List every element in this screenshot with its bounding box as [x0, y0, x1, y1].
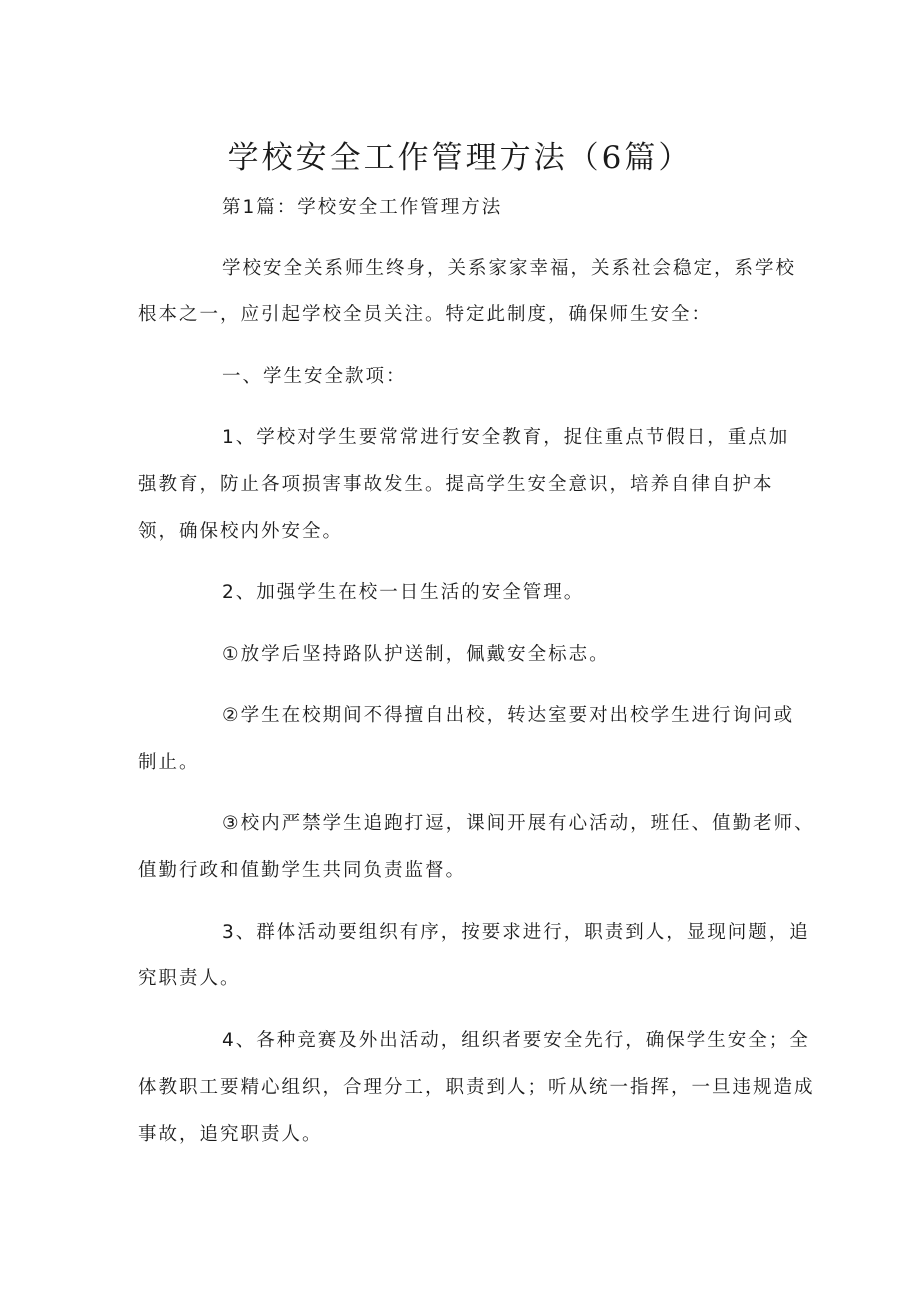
paragraph-line: ②学生在校期间不得擅自出校，转达室要对出校学生进行询问或 — [222, 705, 795, 726]
document-title: 学校安全工作管理方法（6篇） — [227, 139, 693, 176]
paragraph-line: 强教育，防止各项损害事故发生。提高学生安全意识，培养自律自护本 — [138, 474, 774, 495]
paragraph-line: ①放学后坚持路队护送制，佩戴安全标志。 — [222, 644, 610, 665]
paragraph-line: ③校内严禁学生追跑打逗，课间开展有心活动，班任、值勤老师、 — [222, 813, 815, 834]
section-heading: 第1篇：学校安全工作管理方法 — [222, 197, 503, 218]
paragraph-line: 3、群体活动要组织有序，按要求进行，职责到人，显现问题，追 — [222, 922, 810, 943]
paragraph-line: 根本之一，应引起学校全员关注。特定此制度，确保师生安全： — [138, 304, 713, 325]
paragraph-line: 2、加强学生在校一日生活的安全管理。 — [222, 582, 585, 603]
paragraph-line: 事故，追究职责人。 — [138, 1124, 323, 1145]
paragraph-line: 学校安全关系师生终身，关系家家幸福，关系社会稳定，系学校 — [222, 258, 797, 279]
paragraph-line: 体教职工要精心组织，合理分工，职责到人；听从统一指挥，一旦违规造成 — [138, 1077, 815, 1098]
paragraph-line: 4、各种竞赛及外出活动，组织者要安全先行，确保学生安全；全 — [222, 1030, 810, 1051]
paragraph-line: 1、学校对学生要常常进行安全教育，捉住重点节假日，重点加 — [222, 427, 790, 448]
paragraph-line: 值勤行政和值勤学生共同负责监督。 — [138, 860, 467, 881]
paragraph-line: 制止。 — [138, 752, 200, 773]
paragraph-line: 究职责人。 — [138, 968, 241, 989]
subsection-heading: 一、学生安全款项： — [222, 366, 407, 387]
paragraph-line: 领，确保校内外安全。 — [138, 521, 344, 542]
